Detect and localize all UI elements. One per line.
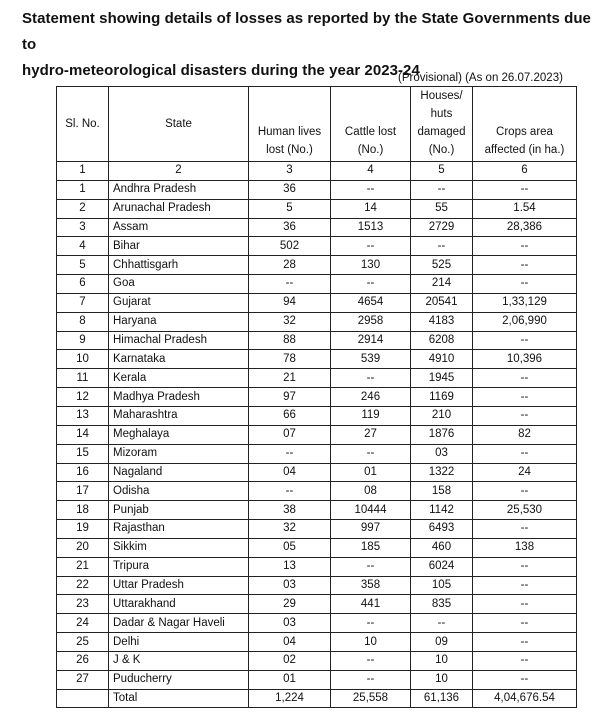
table-row	[57, 501, 577, 520]
column-number: 4	[331, 162, 411, 181]
sl-no-cell: 3	[57, 218, 109, 237]
table-row	[57, 293, 577, 312]
total-sl-cell	[57, 689, 109, 708]
state-cell: Puducherry	[109, 670, 249, 689]
table-row	[57, 463, 577, 482]
state-cell: Maharashtra	[109, 406, 249, 425]
human-lives-cell: 04	[249, 633, 331, 652]
human-lives-cell: 03	[249, 614, 331, 633]
table-row	[57, 651, 577, 670]
header-state: State	[109, 87, 249, 162]
state-cell: Himachal Pradesh	[109, 331, 249, 350]
houses-damaged-cell: 03	[411, 444, 473, 463]
human-lives-cell: 07	[249, 425, 331, 444]
table-header	[57, 87, 577, 181]
sl-no-cell: 13	[57, 406, 109, 425]
state-cell: Assam	[109, 218, 249, 237]
crops-area-cell: --	[473, 482, 577, 501]
table-row	[57, 406, 577, 425]
sl-no-cell: 22	[57, 576, 109, 595]
state-cell: Karnataka	[109, 350, 249, 369]
human-lives-cell: 28	[249, 256, 331, 275]
cattle-lost-cell: 441	[331, 595, 411, 614]
human-lives-cell: 32	[249, 312, 331, 331]
state-cell: Goa	[109, 275, 249, 294]
state-cell: Uttarakhand	[109, 595, 249, 614]
sl-no-cell: 1	[57, 180, 109, 199]
cattle-lost-cell: --	[331, 237, 411, 256]
cattle-lost-cell: --	[331, 557, 411, 576]
houses-damaged-cell: 525	[411, 256, 473, 275]
table-row	[57, 557, 577, 576]
sl-no-cell: 2	[57, 199, 109, 218]
crops-area-cell: 25,530	[473, 501, 577, 520]
houses-damaged-cell: --	[411, 180, 473, 199]
houses-damaged-cell: 20541	[411, 293, 473, 312]
table-row	[57, 388, 577, 407]
sl-no-cell: 25	[57, 633, 109, 652]
state-cell: Mizoram	[109, 444, 249, 463]
sl-no-cell: 27	[57, 670, 109, 689]
crops-area-cell: 28,386	[473, 218, 577, 237]
houses-damaged-cell: 835	[411, 595, 473, 614]
houses-damaged-cell: 1322	[411, 463, 473, 482]
human-lives-cell: 36	[249, 180, 331, 199]
state-cell: Haryana	[109, 312, 249, 331]
sl-no-cell: 20	[57, 538, 109, 557]
crops-area-cell: --	[473, 670, 577, 689]
houses-damaged-cell: 2729	[411, 218, 473, 237]
sl-no-cell: 15	[57, 444, 109, 463]
crops-area-cell: --	[473, 256, 577, 275]
state-cell: Dadar & Nagar Haveli	[109, 614, 249, 633]
crops-area-cell: 10,396	[473, 350, 577, 369]
human-lives-cell: 05	[249, 538, 331, 557]
cattle-lost-cell: 10	[331, 633, 411, 652]
crops-area-cell: --	[473, 275, 577, 294]
cattle-lost-cell: --	[331, 369, 411, 388]
table-row	[57, 444, 577, 463]
header-cattle-lost: Cattle lost (No.)	[331, 87, 411, 162]
column-number: 3	[249, 162, 331, 181]
houses-damaged-cell: --	[411, 614, 473, 633]
sl-no-cell: 5	[57, 256, 109, 275]
title-line-1: Statement showing details of losses as reported by the State Governments due to	[22, 10, 591, 53]
human-lives-cell: 32	[249, 520, 331, 539]
houses-damaged-cell: 6024	[411, 557, 473, 576]
table-row	[57, 199, 577, 218]
human-lives-cell: 01	[249, 670, 331, 689]
houses-damaged-cell: 1169	[411, 388, 473, 407]
table-row	[57, 633, 577, 652]
table-row	[57, 520, 577, 539]
crops-area-cell: --	[473, 369, 577, 388]
column-number: 6	[473, 162, 577, 181]
state-cell: Uttar Pradesh	[109, 576, 249, 595]
cattle-lost-cell: 4654	[331, 293, 411, 312]
state-cell: Gujarat	[109, 293, 249, 312]
cattle-lost-cell: 1513	[331, 218, 411, 237]
table-row	[57, 614, 577, 633]
crops-area-cell: --	[473, 576, 577, 595]
houses-damaged-cell: 4910	[411, 350, 473, 369]
crops-area-cell: --	[473, 520, 577, 539]
cattle-lost-cell: 358	[331, 576, 411, 595]
crops-area-cell: --	[473, 444, 577, 463]
state-cell: Chhattisgarh	[109, 256, 249, 275]
houses-damaged-cell: 6208	[411, 331, 473, 350]
provisional-note: (Provisional) (As on 26.07.2023)	[398, 72, 563, 84]
header-crops-area: Crops area affected (in ha.)	[473, 87, 577, 162]
column-number: 1	[57, 162, 109, 181]
column-number: 2	[109, 162, 249, 181]
human-lives-cell: 29	[249, 595, 331, 614]
state-cell: Meghalaya	[109, 425, 249, 444]
sl-no-cell: 16	[57, 463, 109, 482]
table-row	[57, 275, 577, 294]
houses-damaged-cell: 210	[411, 406, 473, 425]
cattle-lost-cell: --	[331, 614, 411, 633]
table-row	[57, 369, 577, 388]
state-cell: Madhya Pradesh	[109, 388, 249, 407]
human-lives-cell: --	[249, 275, 331, 294]
state-cell: Delhi	[109, 633, 249, 652]
houses-damaged-cell: 1945	[411, 369, 473, 388]
human-lives-cell: --	[249, 444, 331, 463]
cattle-lost-cell: 08	[331, 482, 411, 501]
human-lives-cell: 04	[249, 463, 331, 482]
human-lives-cell: 88	[249, 331, 331, 350]
cattle-lost-cell: 539	[331, 350, 411, 369]
crops-area-cell: --	[473, 237, 577, 256]
houses-damaged-cell: 158	[411, 482, 473, 501]
houses-damaged-cell: 55	[411, 199, 473, 218]
state-cell: Tripura	[109, 557, 249, 576]
table-row	[57, 425, 577, 444]
sl-no-cell: 11	[57, 369, 109, 388]
table-row	[57, 576, 577, 595]
cattle-lost-cell: 2958	[331, 312, 411, 331]
sl-no-cell: 14	[57, 425, 109, 444]
human-lives-cell: 78	[249, 350, 331, 369]
crops-area-cell: --	[473, 388, 577, 407]
cattle-lost-cell: 997	[331, 520, 411, 539]
houses-damaged-cell: 4183	[411, 312, 473, 331]
human-lives-cell: 38	[249, 501, 331, 520]
sl-no-cell: 23	[57, 595, 109, 614]
table-row	[57, 237, 577, 256]
human-lives-cell: 21	[249, 369, 331, 388]
state-cell: Andhra Pradesh	[109, 180, 249, 199]
sl-no-cell: 24	[57, 614, 109, 633]
human-lives-cell: 13	[249, 557, 331, 576]
houses-damaged-cell: 1142	[411, 501, 473, 520]
crops-area-cell: 24	[473, 463, 577, 482]
table-row	[57, 482, 577, 501]
crops-area-cell: --	[473, 614, 577, 633]
crops-area-cell: --	[473, 331, 577, 350]
cattle-lost-cell: --	[331, 275, 411, 294]
cattle-lost-cell: 130	[331, 256, 411, 275]
crops-area-cell: --	[473, 633, 577, 652]
state-cell: Bihar	[109, 237, 249, 256]
table-row	[57, 180, 577, 199]
table-row	[57, 538, 577, 557]
table-row	[57, 218, 577, 237]
cattle-lost-cell: 14	[331, 199, 411, 218]
cattle-lost-cell: 246	[331, 388, 411, 407]
houses-damaged-cell: 09	[411, 633, 473, 652]
houses-damaged-cell: 105	[411, 576, 473, 595]
sl-no-cell: 18	[57, 501, 109, 520]
cattle-lost-cell: 185	[331, 538, 411, 557]
crops-area-cell: --	[473, 595, 577, 614]
crops-area-cell: --	[473, 557, 577, 576]
cattle-lost-cell: 27	[331, 425, 411, 444]
houses-damaged-cell: 214	[411, 275, 473, 294]
state-cell: Punjab	[109, 501, 249, 520]
cattle-lost-cell: 2914	[331, 331, 411, 350]
sl-no-cell: 21	[57, 557, 109, 576]
table-row	[57, 331, 577, 350]
table-row	[57, 670, 577, 689]
header-human-lives: Human lives lost (No.)	[249, 87, 331, 162]
state-cell: Rajasthan	[109, 520, 249, 539]
human-lives-cell: 97	[249, 388, 331, 407]
houses-damaged-cell: 460	[411, 538, 473, 557]
crops-area-cell: 1.54	[473, 199, 577, 218]
state-cell: Nagaland	[109, 463, 249, 482]
houses-damaged-cell: --	[411, 237, 473, 256]
human-lives-cell: 66	[249, 406, 331, 425]
table-row	[57, 312, 577, 331]
state-cell: Kerala	[109, 369, 249, 388]
total-label: Total	[109, 689, 249, 708]
cattle-lost-cell: 119	[331, 406, 411, 425]
sl-no-cell: 12	[57, 388, 109, 407]
title-line-2: hydro-meteorological disasters during the year 2023-24	[22, 62, 420, 79]
total-houses-damaged: 61,136	[411, 689, 473, 708]
cattle-lost-cell: 01	[331, 463, 411, 482]
crops-area-cell: --	[473, 406, 577, 425]
column-number-row	[57, 162, 577, 181]
state-cell: Arunachal Pradesh	[109, 199, 249, 218]
header-houses-damaged: Houses/ huts damaged (No.)	[411, 87, 473, 162]
total-row	[57, 689, 577, 708]
losses-table	[56, 86, 577, 708]
human-lives-cell: 94	[249, 293, 331, 312]
sl-no-cell: 7	[57, 293, 109, 312]
crops-area-cell: --	[473, 651, 577, 670]
state-cell: Sikkim	[109, 538, 249, 557]
cattle-lost-cell: --	[331, 651, 411, 670]
human-lives-cell: 502	[249, 237, 331, 256]
sl-no-cell: 8	[57, 312, 109, 331]
table-row	[57, 256, 577, 275]
houses-damaged-cell: 6493	[411, 520, 473, 539]
table-row	[57, 595, 577, 614]
human-lives-cell: 5	[249, 199, 331, 218]
crops-area-cell: 82	[473, 425, 577, 444]
human-lives-cell: 03	[249, 576, 331, 595]
table-body	[57, 180, 577, 689]
sl-no-cell: 4	[57, 237, 109, 256]
human-lives-cell: 02	[249, 651, 331, 670]
sl-no-cell: 6	[57, 275, 109, 294]
houses-damaged-cell: 10	[411, 670, 473, 689]
crops-area-cell: 2,06,990	[473, 312, 577, 331]
cattle-lost-cell: --	[331, 180, 411, 199]
sl-no-cell: 26	[57, 651, 109, 670]
human-lives-cell: --	[249, 482, 331, 501]
column-number: 5	[411, 162, 473, 181]
total-cattle-lost: 25,558	[331, 689, 411, 708]
houses-damaged-cell: 10	[411, 651, 473, 670]
cattle-lost-cell: --	[331, 444, 411, 463]
state-cell: J & K	[109, 651, 249, 670]
crops-area-cell: --	[473, 180, 577, 199]
crops-area-cell: 138	[473, 538, 577, 557]
human-lives-cell: 36	[249, 218, 331, 237]
state-cell: Odisha	[109, 482, 249, 501]
sl-no-cell: 19	[57, 520, 109, 539]
sl-no-cell: 10	[57, 350, 109, 369]
cattle-lost-cell: --	[331, 670, 411, 689]
total-human-lives: 1,224	[249, 689, 331, 708]
header-sl-no: Sl. No.	[57, 87, 109, 162]
table-row	[57, 350, 577, 369]
sl-no-cell: 9	[57, 331, 109, 350]
houses-damaged-cell: 1876	[411, 425, 473, 444]
sl-no-cell: 17	[57, 482, 109, 501]
crops-area-cell: 1,33,129	[473, 293, 577, 312]
total-crops-area: 4,04,676.54	[473, 689, 577, 708]
cattle-lost-cell: 10444	[331, 501, 411, 520]
